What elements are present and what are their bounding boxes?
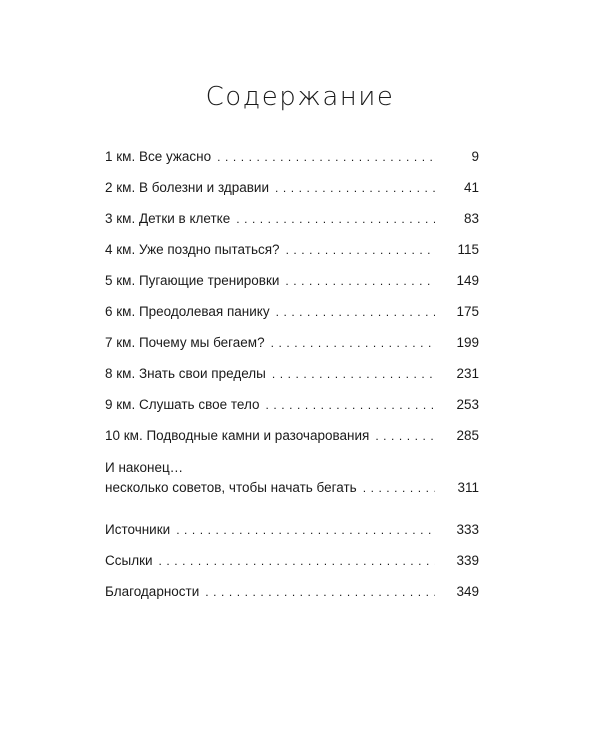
toc-entry-page: 253 bbox=[456, 397, 479, 412]
toc-entry-page: 83 bbox=[463, 211, 479, 226]
toc-entry[interactable] bbox=[105, 302, 479, 322]
toc-entry[interactable] bbox=[105, 178, 479, 198]
toc-entry-label: 5 км. Пугающие тренировки bbox=[105, 273, 280, 288]
toc-entry-page: 175 bbox=[456, 304, 479, 319]
toc-entry-label: 10 км. Подводные камни и разочарования bbox=[105, 428, 370, 443]
toc-entry[interactable] bbox=[105, 147, 479, 167]
toc-appendix-entry[interactable] bbox=[105, 520, 479, 540]
toc-entry-label: 2 км. В болезни и здравии bbox=[105, 180, 270, 195]
toc-entry-label: 8 км. Знать свои пределы bbox=[105, 366, 266, 381]
toc-entry-page: 41 bbox=[463, 180, 479, 195]
dot-leader bbox=[236, 209, 435, 229]
toc-entry[interactable] bbox=[105, 364, 479, 384]
dot-leader bbox=[276, 302, 435, 322]
toc-entry-page: 311 bbox=[457, 480, 479, 495]
toc-final-entry[interactable] bbox=[105, 478, 479, 498]
toc-entry-label: Благодарности bbox=[105, 584, 200, 599]
toc-entry-page: 115 bbox=[457, 242, 479, 257]
toc-entry-label: 6 км. Преодолевая панику bbox=[105, 304, 270, 319]
toc-entry-page: 339 bbox=[456, 553, 479, 568]
toc-entry-page: 149 bbox=[456, 273, 479, 288]
toc-entry-label: несколько советов, чтобы начать бегать bbox=[105, 480, 357, 495]
toc-entry-label: 4 км. Уже поздно пытаться? bbox=[105, 242, 280, 257]
dot-leader bbox=[159, 551, 435, 571]
dot-leader bbox=[217, 147, 435, 167]
toc-entry[interactable] bbox=[105, 209, 479, 229]
dot-leader bbox=[272, 364, 435, 384]
dot-leader bbox=[286, 240, 435, 260]
dot-leader bbox=[205, 582, 435, 602]
dot-leader bbox=[363, 478, 435, 498]
dot-leader bbox=[275, 178, 435, 198]
dot-leader bbox=[266, 395, 436, 415]
toc-entry-label: Ссылки bbox=[105, 553, 153, 568]
toc-appendix-entry[interactable] bbox=[105, 582, 479, 602]
toc-entry[interactable] bbox=[105, 240, 479, 260]
toc-entry[interactable] bbox=[105, 271, 479, 291]
toc-entry-label: Источники bbox=[105, 522, 171, 537]
toc-entry-label: 9 км. Слушать свое тело bbox=[105, 397, 260, 412]
dot-leader bbox=[271, 333, 435, 353]
toc-entry-label: 3 км. Детки в клетке bbox=[105, 211, 231, 226]
toc-appendix-entry[interactable] bbox=[105, 551, 479, 571]
toc-entry-page: 199 bbox=[456, 335, 479, 350]
toc-entry[interactable] bbox=[105, 333, 479, 353]
toc-entry[interactable] bbox=[105, 395, 479, 415]
toc-entry-label: 7 км. Почему мы бегаем? bbox=[105, 335, 265, 350]
dot-leader bbox=[176, 520, 435, 540]
toc-entry-label: 1 км. Все ужасно bbox=[105, 149, 212, 164]
dot-leader bbox=[285, 271, 435, 291]
toc-entry-page: 9 bbox=[471, 149, 479, 164]
toc-entry-page: 349 bbox=[456, 584, 479, 599]
toc-final-entry-heading[interactable]: И наконец… bbox=[105, 460, 184, 475]
toc-entry-page: 333 bbox=[456, 522, 479, 537]
toc-entry-page: 231 bbox=[456, 366, 479, 381]
toc-entry-page: 285 bbox=[456, 428, 479, 443]
toc-entry[interactable] bbox=[105, 426, 479, 446]
page-title: Содержание bbox=[205, 82, 395, 112]
dot-leader bbox=[375, 426, 435, 446]
